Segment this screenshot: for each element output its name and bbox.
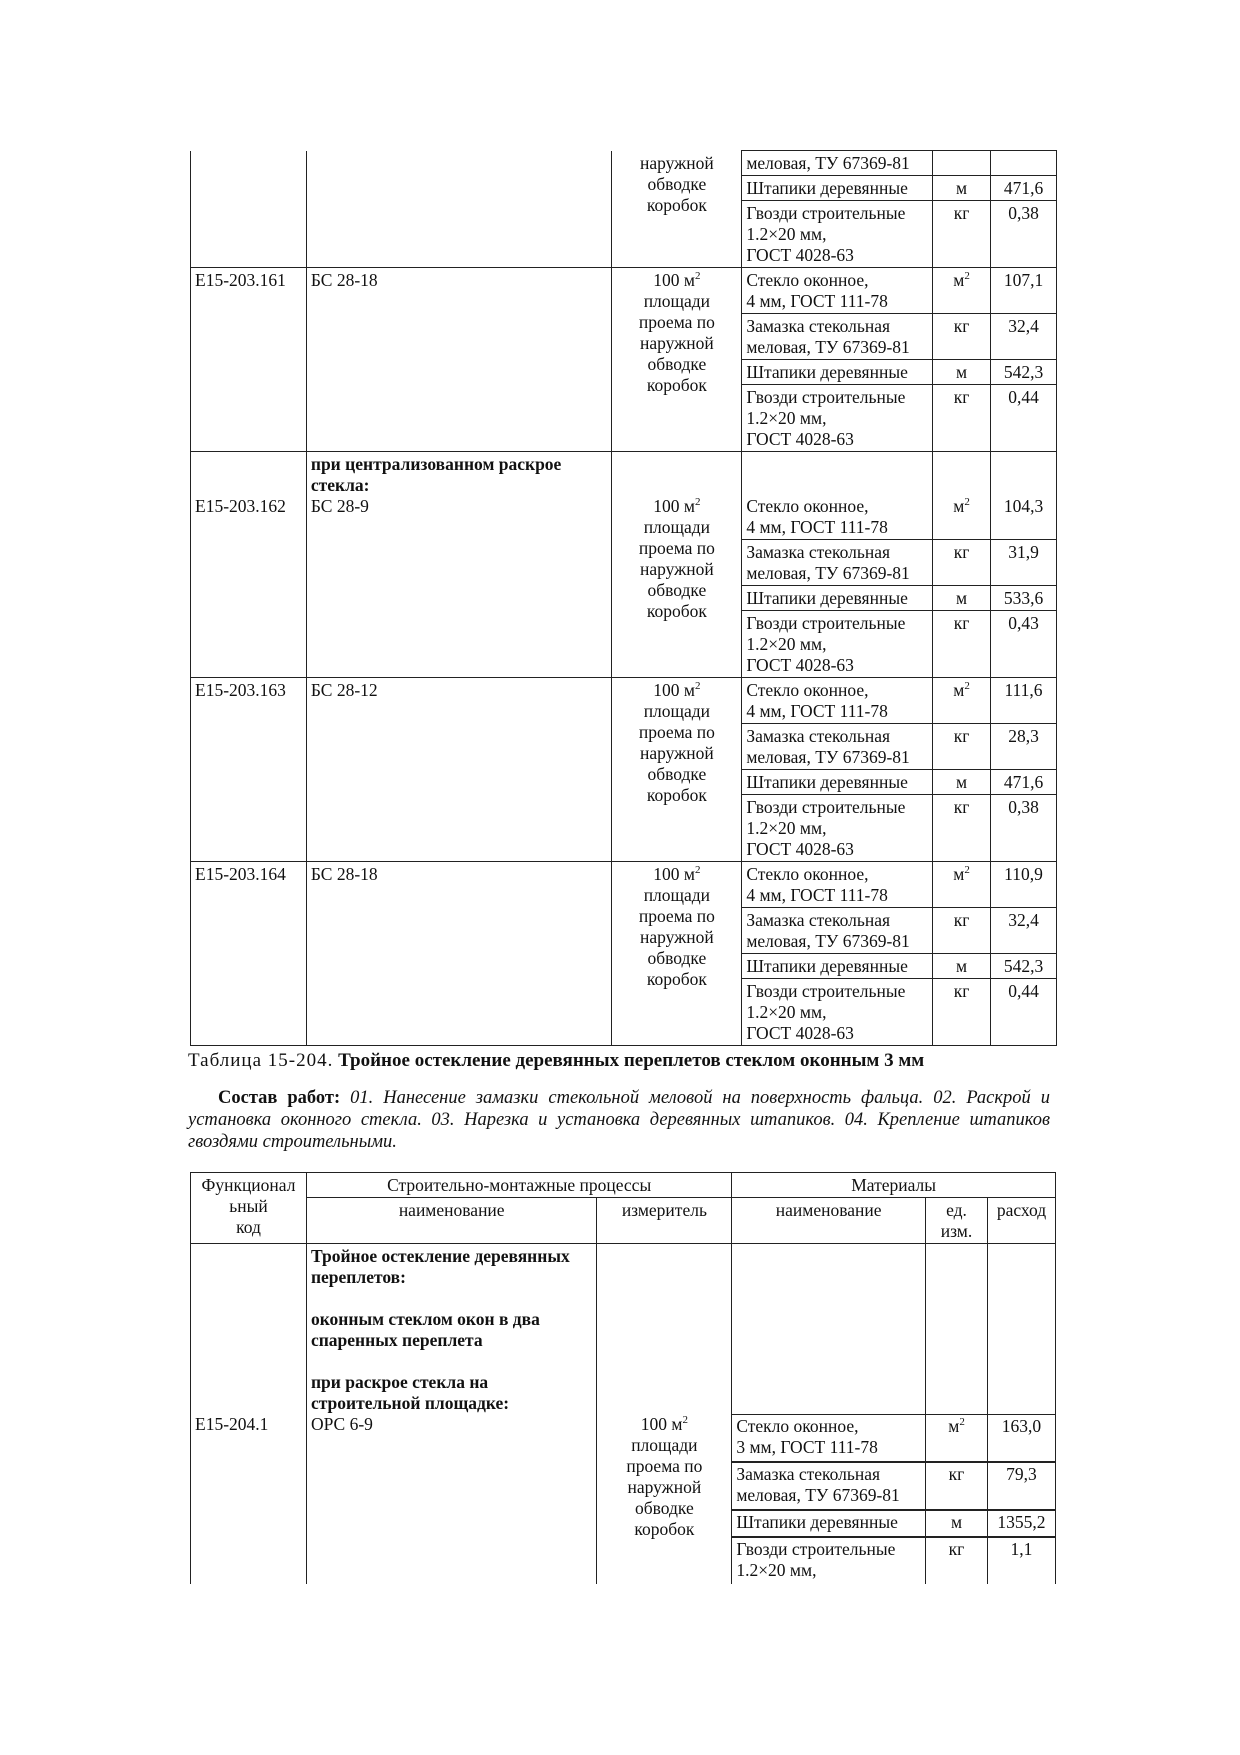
material-qty: 1,1 [988,1537,1055,1584]
material-unit: кг [933,314,991,360]
row-name: ОРС 6-9 [310,1414,373,1434]
material-unit: кг [933,979,991,1046]
material-name: Стекло оконное, 4 мм, ГОСТ 111-78 [742,862,933,908]
material-name: Штапики деревянные [742,586,933,611]
norms-table-204 [190,1172,1056,1584]
table-row [191,452,1057,540]
material-unit: м [926,1510,987,1537]
material-qty: 0,38 [991,795,1057,862]
material-units [926,1244,988,1585]
row-name-cell [306,268,612,452]
section-heading: Тройное остекление деревянных переплетов: [310,1246,570,1287]
material-unit: $м^2$ [933,452,991,540]
material-unit: м [933,954,991,979]
row-measure: наружной обводке коробок [640,152,714,215]
header-row-1 [191,1173,1056,1198]
row-measure-cell [612,452,742,678]
material-name: Стекло оконное, 4 мм, ГОСТ 111-78 [742,678,933,724]
row-measure-cell [612,678,742,862]
material-qty: 1355,2 [988,1510,1055,1537]
material-name: Гвозди строительные 1.2×20 мм, [732,1537,925,1584]
material-unit: $м^2$ [933,678,991,724]
row-code: Е15-204.1 [195,1414,269,1434]
row-measure-cell [612,862,742,1046]
material-qty: 471,6 [991,770,1057,795]
row-code: Е15-203.164 [195,864,286,884]
material-name: Стекло оконное, 4 мм, ГОСТ 111-78 [742,452,933,540]
material-qty: 32,4 [991,908,1057,954]
row-code-cell [191,678,307,862]
row-name-cell [306,1244,596,1585]
material-name: Замазка стекольная меловая, ТУ 67369-81 [742,314,933,360]
material-name: Замазка стекольная меловая, ТУ 67369-81 [732,1462,925,1510]
row-code-cell [191,151,307,268]
material-qty: 104,3 [991,452,1057,540]
material-qty: 0,44 [991,979,1057,1046]
material-name: Штапики деревянные [742,360,933,385]
material-name: Гвозди строительные 1.2×20 мм, ГОСТ 4028-63 [742,611,933,678]
header-materials: Материалы [732,1173,1056,1198]
row-measure: 100 $м^2$ площади проема по наружной обводке коробок [626,1414,703,1539]
row-code-cell [191,862,307,1046]
row-code-cell [191,1244,307,1585]
material-unit: кг [933,540,991,586]
header-measure: измеритель [597,1198,732,1244]
material-unit: $м^2$ [933,268,991,314]
header-name: наименование [306,1198,596,1244]
material-unit: кг [933,908,991,954]
material-unit: м [933,586,991,611]
header-processes: Строительно-монтажные процессы [306,1173,731,1198]
material-qty: 163,0 [988,1414,1055,1462]
row-name-cell [306,678,612,862]
row-code-cell [191,452,307,678]
material-qty: 31,9 [991,540,1057,586]
material-unit: м [933,360,991,385]
table-caption [188,1050,924,1072]
header-qty: расход [987,1198,1055,1244]
material-name: Гвозди строительные 1.2×20 мм, ГОСТ 4028-63 [742,201,933,268]
header-code: Функционал ьный код [191,1173,307,1244]
material-name: Гвозди строительные 1.2×20 мм, ГОСТ 4028-63 [742,979,933,1046]
table-row [191,268,1057,314]
row-code: Е15-203.163 [195,680,286,700]
row-code: Е15-203.161 [195,270,286,290]
row-code-cell [191,268,307,452]
header-row-2 [191,1198,1056,1244]
row-name: БС 28-12 [310,680,378,700]
material-names [732,1244,926,1585]
material-name: Замазка стекольная меловая, ТУ 67369-81 [742,908,933,954]
row-name: БС 28-18 [310,270,378,290]
section-subheading-2: при раскрое стекла на строительной площадке: [310,1372,510,1413]
works-text: 01. Нанесение замазки стекольной меловой на поверхность фальца. 02. Раскрой и установка оконного стекла. 03. Нарезка и установка деревянных штапиков. 04. Крепление штапиков гвоздями строительными. [188,1088,1051,1152]
material-name: Штапики деревянные [732,1510,925,1537]
row-measure: 100 $м^2$ площади проема по наружной обводке коробок [638,680,715,805]
material-qty: 32,4 [991,314,1057,360]
material-unit: кг [926,1537,987,1584]
material-qty: 0,38 [991,201,1057,268]
row-measure: 100 $м^2$ площади проема по наружной обводке коробок [638,496,715,621]
works-composition [188,1087,1050,1153]
material-name: Замазка стекольная меловая, ТУ 67369-81 [742,540,933,586]
section-heading: при централизованном раскрое стекла: [310,454,562,495]
table-row [191,862,1057,908]
row-name-cell [306,452,612,678]
material-qty: 110,9 [991,862,1057,908]
material-qty: 111,6 [991,678,1057,724]
material-unit: кг [933,201,991,268]
material-qty: 0,43 [991,611,1057,678]
norms-table-203 [190,150,1057,1046]
table-title: Тройное остекление деревянных переплетов стеклом оконным 3 мм [338,1050,925,1071]
row-name-cell [306,862,612,1046]
row-code: Е15-203.162 [195,496,286,516]
material-name: Гвозди строительные 1.2×20 мм, ГОСТ 4028-63 [742,795,933,862]
header-unit: ед. изм. [926,1198,988,1244]
material-unit: $м^2$ [933,862,991,908]
material-qty: 542,3 [991,360,1057,385]
material-name: Замазка стекольная меловая, ТУ 67369-81 [742,724,933,770]
material-qty: 533,6 [991,586,1057,611]
material-unit: кг [933,795,991,862]
material-name: Гвозди строительные 1.2×20 мм, ГОСТ 4028-63 [742,385,933,452]
material-qty: 107,1 [991,268,1057,314]
material-unit: кг [933,385,991,452]
material-name: Штапики деревянные [742,770,933,795]
section-subheading: оконным стеклом окон в два спаренных переплета [310,1309,540,1350]
material-unit: м [933,176,991,201]
table-row [191,151,1057,176]
row-name: БС 28-9 [310,496,369,516]
material-qty: 28,3 [991,724,1057,770]
row-measure: 100 $м^2$ площади проема по наружной обводке коробок [638,270,715,395]
material-unit: м [933,770,991,795]
material-unit: $м^2$ [926,1414,987,1462]
material-name: меловая, ТУ 67369-81 [742,151,933,176]
row-measure-cell [597,1244,732,1585]
table-row [191,1244,1056,1585]
row-name-cell [306,151,612,268]
material-name: Штапики деревянные [742,954,933,979]
material-name: Стекло оконное, 4 мм, ГОСТ 111-78 [742,268,933,314]
table-row [191,678,1057,724]
header-mat-name: наименование [732,1198,926,1244]
material-name: Штапики деревянные [742,176,933,201]
material-qtys [987,1244,1055,1585]
material-unit: кг [933,724,991,770]
material-qty: 0,44 [991,385,1057,452]
material-qty: 471,6 [991,176,1057,201]
material-unit: кг [926,1462,987,1510]
row-measure-cell [612,268,742,452]
material-qty: 542,3 [991,954,1057,979]
material-unit [933,151,991,176]
material-unit: кг [933,611,991,678]
row-name: БС 28-18 [310,864,378,884]
material-qty [991,151,1057,176]
material-qty: 79,3 [988,1462,1055,1510]
row-measure: 100 $м^2$ площади проема по наружной обводке коробок [638,864,715,989]
material-name: Стекло оконное, 3 мм, ГОСТ 111-78 [732,1414,925,1462]
row-measure-cell [612,151,742,268]
works-label: Состав работ: [218,1088,341,1108]
table-number: Таблица 15-204. [188,1050,334,1071]
